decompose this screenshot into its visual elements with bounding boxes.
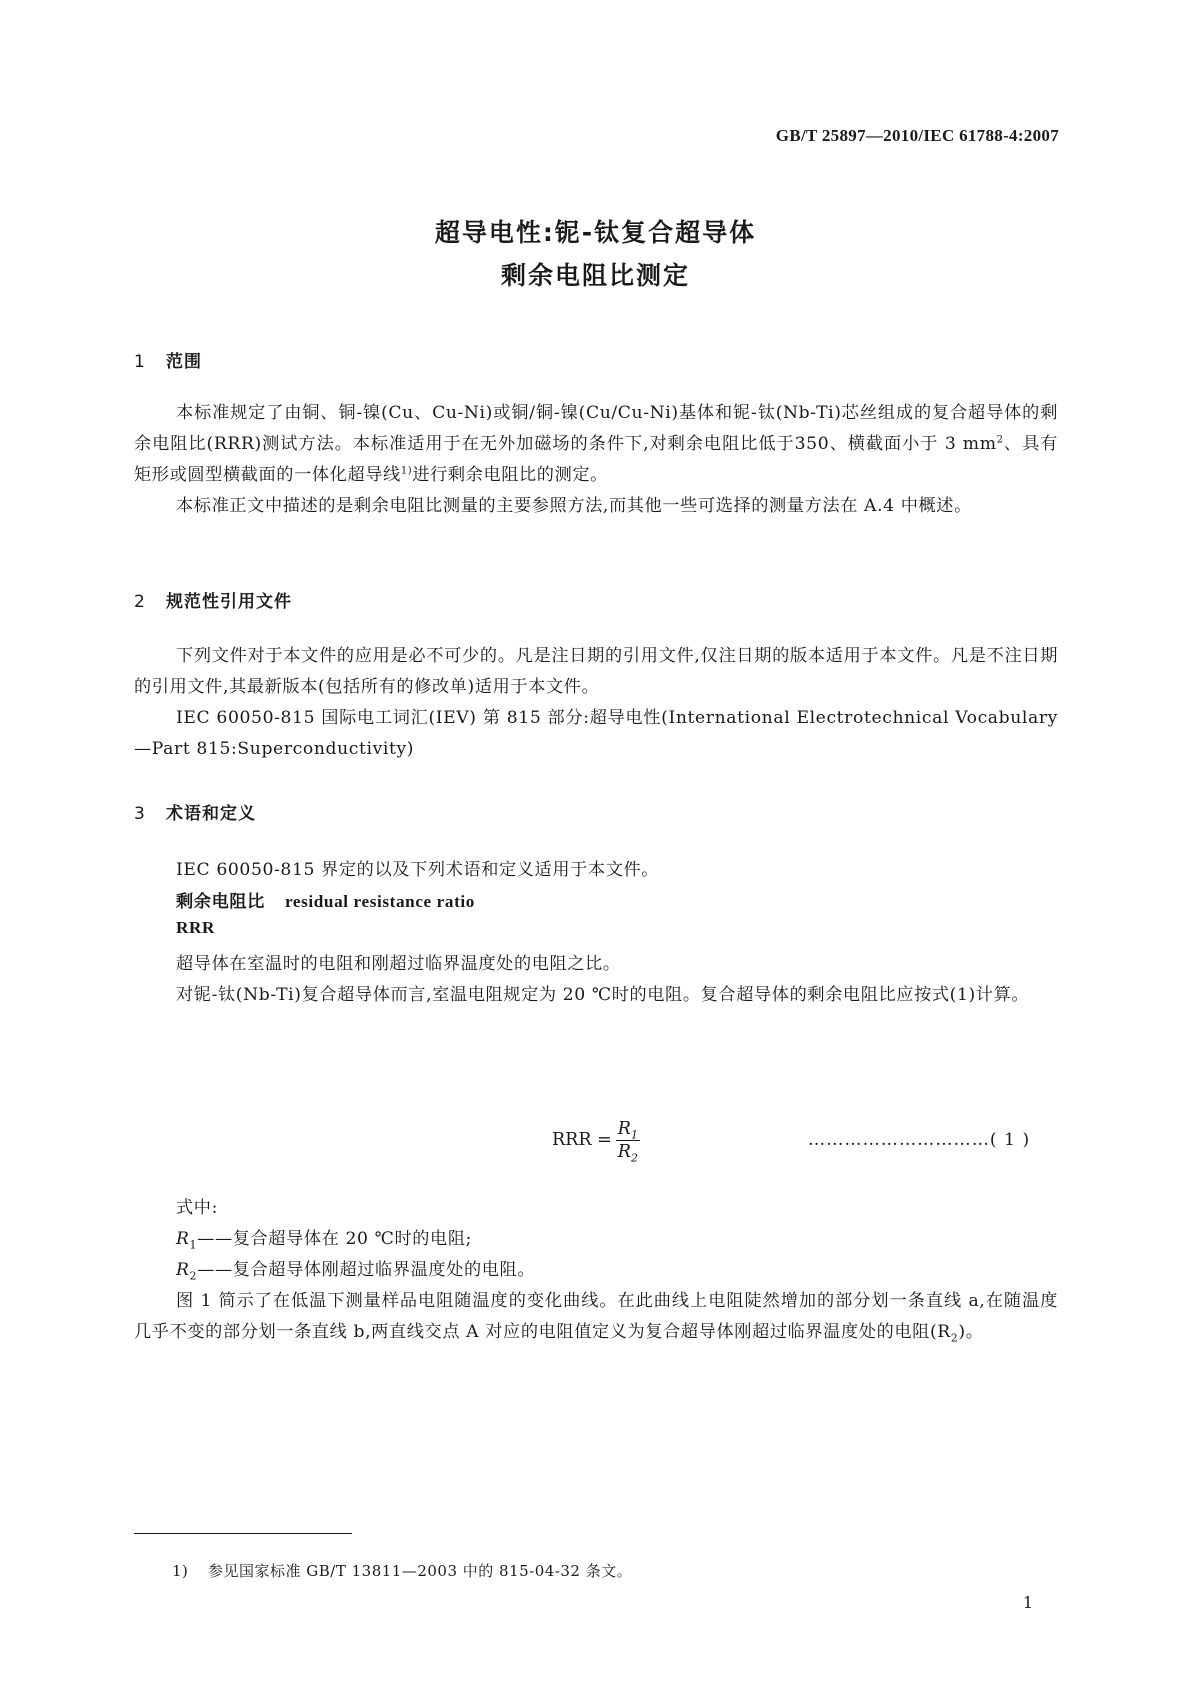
section-1-heading [134, 347, 202, 372]
term-english: residual resistance ratio [284, 892, 475, 911]
equation-number: …………………………( 1 ) [808, 1130, 1031, 1150]
term-entry [176, 887, 475, 912]
section-1-paragraph-1: 本标准规定了由铜、铜-镍(Cu、Cu-Ni)或铜/铜-镍(Cu/Cu-Ni)基体和铌-钛(Nb-Ti)芯丝组成的复合超导体的剩余电阻比(RRR)测试方法。本标准适用于在无外加磁场的条件下,对剩余电阻比低于350、横截面小于 3 $mm^2$、具有矩形或圆型横截面的一体化超导线$^{1)}$进行剩余电阻比的测定。 [134, 403, 1058, 485]
section-2-reference: IEC 60050-815 国际电工词汇(IEV) 第 815 部分:超导电性(International Electrotechnical Vocabulary—Part 815:Superconductivity) [134, 708, 1058, 759]
section-3-heading [134, 799, 256, 824]
footnote-mark: 1) [172, 1562, 189, 1580]
section-2-heading [134, 587, 292, 612]
r1-definition: $R_1——$复合超导体在 20 ℃时的电阻; [176, 1229, 473, 1252]
section-3-number: 3 [134, 804, 146, 824]
page-number: 1 [1022, 1593, 1033, 1612]
term-chinese: 剩余电阻比 [176, 892, 265, 912]
formula-fraction [616, 1118, 640, 1163]
footnote-rule [134, 1533, 352, 1534]
formula-denominator: $R_2$ [617, 1142, 638, 1165]
section-1-title: 范围 [166, 352, 202, 372]
section-3-intro: IEC 60050-815 界定的以及下列术语和定义适用于本文件。 [176, 860, 660, 880]
r2-definition: $R_2——$复合超导体刚超过临界温度处的电阻。 [176, 1260, 536, 1283]
formula-numerator: $R_1$ [617, 1119, 638, 1142]
document-title-line2: 剩余电阻比测定 [500, 261, 690, 290]
section-2-title: 规范性引用文件 [166, 592, 292, 612]
rrr-formula [552, 1118, 640, 1163]
footnote [172, 1560, 632, 1581]
section-3-title: 术语和定义 [166, 804, 256, 824]
section-3-nbti-paragraph: 对铌-钛(Nb-Ti)复合超导体而言,室温电阻规定为 20 ℃时的电阻。复合超导体的剩余电阻比应按式(1)计算。 [176, 985, 1030, 1005]
section-1-number: 1 [134, 352, 146, 372]
footnote-text: 参见国家标准 GB/T 13811—2003 中的 815-04-32 条文。 [208, 1562, 633, 1580]
section-2-paragraph-1: 下列文件对于本文件的应用是必不可少的。凡是注日期的引用文件,仅注日期的版本适用于本文件。凡是不注日期的引用文件,其最新版本(包括所有的修改单)适用于本文件。 [134, 646, 1058, 697]
section-1-paragraph-2: 本标准正文中描述的是剩余电阻比测量的主要参照方法,而其他一些可选择的测量方法在 A.4 中概述。 [176, 496, 972, 516]
section-2-number: 2 [134, 592, 146, 612]
document-title-line1: 超导电性:铌-钛复合超导体 [434, 218, 757, 247]
term-abbreviation: RRR [176, 918, 216, 937]
figure-description-paragraph: 图 1 简示了在低温下测量样品电阻随温度的变化曲线。在此曲线上电阻陡然增加的部分划一条直线 a,在随温度几乎不变的部分划一条直线 b,两直线交点 A 对应的电阻值定义为复合超导体刚超过临界温度处的电阻$(R_2)$。 [134, 1291, 1058, 1345]
standard-code: GB/T 25897—2010/IEC 61788-4:2007 [775, 126, 1059, 145]
term-definition: 超导体在室温时的电阻和刚超过临界温度处的电阻之比。 [176, 954, 621, 974]
formula-lhs: RRR = [552, 1130, 612, 1150]
where-label: 式中: [176, 1198, 218, 1218]
